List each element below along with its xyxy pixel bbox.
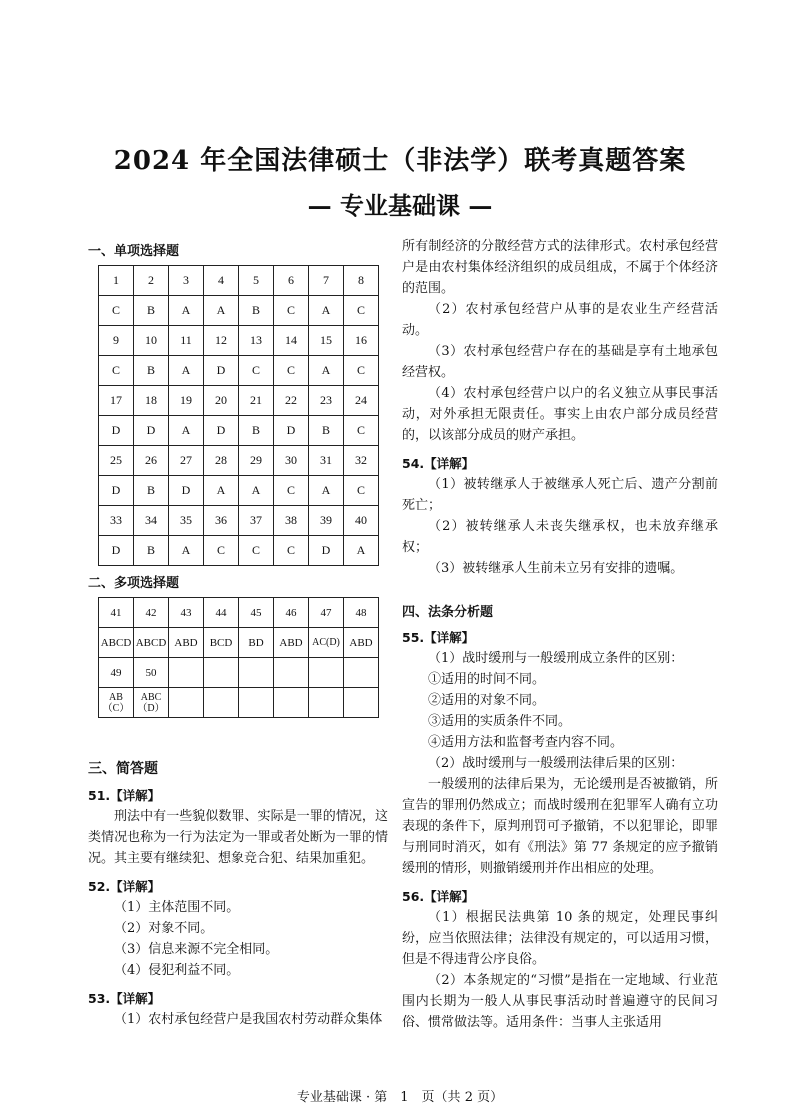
answer-row — [99, 506, 379, 536]
single-choice-cell: 11 — [169, 326, 204, 356]
single-choice-cell: 29 — [239, 446, 274, 476]
q52-item: （3）信息来源不完全相同。 — [114, 942, 279, 957]
q55-sub-2: ②适用的对象不同。 — [428, 693, 546, 708]
q55-point-1: （1）战时缓刑与一般缓刑成立条件的区别： — [428, 651, 684, 666]
q56-label: 56.【详解】 — [402, 889, 475, 904]
single-choice-cell: 37 — [239, 506, 274, 536]
right-column — [402, 236, 718, 1033]
single-choice-cell: 23 — [309, 386, 344, 416]
single-choice-cell: 10 — [134, 326, 169, 356]
q54-label: 54.【详解】 — [402, 456, 475, 471]
q54-point-3: （3）被转继承人生前未立另有安排的遗嘱。 — [428, 561, 684, 576]
single-choice-cell: B — [134, 536, 169, 566]
single-choice-cell: 31 — [309, 446, 344, 476]
single-choice-cell: A — [309, 356, 344, 386]
multi-choice-cell — [169, 688, 204, 718]
multi-choice-cell: 46 — [274, 598, 309, 628]
single-choice-cell: C — [344, 416, 379, 446]
single-choice-cell: 40 — [344, 506, 379, 536]
single-choice-cell: 27 — [169, 446, 204, 476]
multi-choice-cell — [344, 688, 379, 718]
single-choice-cell: D — [309, 536, 344, 566]
multi-choice-cell: 48 — [344, 598, 379, 628]
q55-label: 55.【详解】 — [402, 630, 475, 645]
single-choice-cell: D — [99, 416, 134, 446]
single-choice-cell: 3 — [169, 266, 204, 296]
q52-item: （4）侵犯利益不同。 — [114, 963, 240, 978]
single-choice-cell: 19 — [169, 386, 204, 416]
answer-row — [99, 326, 379, 356]
single-choice-cell: 1 — [99, 266, 134, 296]
q53-point-4: （4）农村承包经营户以户的名义独立从事民事活动，对外承担无限责任。事实上由农户部分成员经营的，以该部分成员的财产承担。 — [402, 386, 718, 443]
single-choice-cell: 14 — [274, 326, 309, 356]
single-choice-cell: 25 — [99, 446, 134, 476]
multi-choice-cell — [239, 688, 274, 718]
single-choice-cell: C — [274, 356, 309, 386]
single-choice-cell: D — [169, 476, 204, 506]
single-choice-cell: C — [274, 296, 309, 326]
single-choice-cell: B — [239, 296, 274, 326]
single-choice-cell: 6 — [274, 266, 309, 296]
single-choice-cell: 15 — [309, 326, 344, 356]
single-choice-cell: B — [134, 296, 169, 326]
single-choice-cell: 39 — [309, 506, 344, 536]
single-choice-cell: C — [204, 536, 239, 566]
single-choice-cell: 21 — [239, 386, 274, 416]
multi-choice-cell — [274, 658, 309, 688]
answer-row — [99, 356, 379, 386]
single-choice-cell: 2 — [134, 266, 169, 296]
multi-choice-heading: 二、多项选择题 — [88, 576, 180, 591]
single-choice-cell: A — [239, 476, 274, 506]
multi-choice-cell: ABD — [274, 628, 309, 658]
multi-choice-cell: 43 — [169, 598, 204, 628]
single-choice-cell: D — [274, 416, 309, 446]
single-choice-cell: C — [239, 356, 274, 386]
answer-row — [99, 266, 379, 296]
q53-point-3: （3）农村承包经营户存在的基础是享有土地承包经营权。 — [402, 344, 718, 380]
single-choice-cell: 20 — [204, 386, 239, 416]
single-choice-cell: C — [274, 536, 309, 566]
single-choice-cell: 30 — [274, 446, 309, 476]
single-choice-cell: 4 — [204, 266, 239, 296]
single-choice-cell: 8 — [344, 266, 379, 296]
q56-point-1: （1）根据民法典第 10 条的规定，处理民事纠纷，应当依照法律；法律没有规定的，可以适用习惯，但是不得违背公序良俗。 — [402, 910, 718, 967]
single-choice-cell: D — [99, 476, 134, 506]
single-choice-cell: C — [274, 476, 309, 506]
answer-row — [99, 476, 379, 506]
multi-choice-cell: 47 — [309, 598, 344, 628]
multi-choice-cell — [309, 658, 344, 688]
single-choice-cell: 5 — [239, 266, 274, 296]
short-answer-heading: 三、简答题 — [88, 761, 158, 777]
multi-choice-cell: ABCD — [99, 628, 134, 658]
single-choice-cell: 9 — [99, 326, 134, 356]
q53-text-start: （1）农村承包经营户是我国农村劳动群众集体 — [114, 1012, 383, 1027]
single-choice-cell: D — [204, 356, 239, 386]
single-choice-cell: C — [344, 476, 379, 506]
single-choice-cell: A — [344, 536, 379, 566]
q51-text: 刑法中有一些貌似数罪、实际是一罪的情况，这类情况也称为一行为法定为一罪或者处断为一罪的情况。其主要有继续犯、想象竞合犯、结果加重犯。 — [88, 809, 388, 866]
single-choice-cell: 13 — [239, 326, 274, 356]
multi-choice-cell — [169, 658, 204, 688]
answer-row — [99, 688, 379, 718]
q55-explanation: 一般缓刑的法律后果为，无论缓刑是否被撤销，所宣告的罪刑仍然成立；而战时缓刑在犯罪军人确有立功表现的条件下，原判刑罚可予撤销，不以犯罪论，即罪与刑同时消灭，如有《刑法》第 77 条规定的应予撤销缓刑的情形，则撤销缓刑并作出相应的处理。 — [402, 777, 718, 876]
single-choice-cell: 38 — [274, 506, 309, 536]
single-choice-cell: 28 — [204, 446, 239, 476]
single-choice-cell: C — [99, 296, 134, 326]
single-choice-cell: 24 — [344, 386, 379, 416]
page-subtitle: — 专业基础课 — — [307, 191, 493, 220]
q53-label: 53.【详解】 — [88, 991, 161, 1006]
multi-choice-cell: BD — [239, 628, 274, 658]
multi-choice-cell — [309, 688, 344, 718]
single-choice-cell: D — [134, 416, 169, 446]
q55-sub-3: ③适用的实质条件不同。 — [428, 714, 572, 729]
q52-item: （1）主体范围不同。 — [114, 900, 240, 915]
q55-sub-1: ①适用的时间不同。 — [428, 672, 546, 687]
q56-point-2: （2）本条规定的“习惯”是指在一定地域、行业范围内长期为一般人从事民事活动时普遍遵守的民间习俗、惯常做法等。适用条件：当事人主张适用 — [402, 973, 718, 1030]
left-column — [88, 240, 388, 1030]
q52-item: （2）对象不同。 — [114, 921, 214, 936]
single-choice-cell: B — [239, 416, 274, 446]
multi-choice-cell — [344, 658, 379, 688]
single-choice-cell: D — [99, 536, 134, 566]
page-footer: 专业基础课 · 第 1 页（共 2 页） — [296, 1090, 504, 1105]
answer-row — [99, 296, 379, 326]
multi-choice-cell: BCD — [204, 628, 239, 658]
single-choice-cell: 16 — [344, 326, 379, 356]
multi-choice-cell: 42 — [134, 598, 169, 628]
single-choice-cell: A — [309, 296, 344, 326]
single-choice-cell: 17 — [99, 386, 134, 416]
answer-row — [99, 446, 379, 476]
multi-choice-cell — [204, 688, 239, 718]
single-choice-cell: A — [309, 476, 344, 506]
multi-choice-cell: AB（C） — [99, 688, 134, 718]
single-choice-cell: C — [344, 356, 379, 386]
single-choice-cell: 22 — [274, 386, 309, 416]
single-choice-cell: A — [204, 296, 239, 326]
single-choice-cell: 12 — [204, 326, 239, 356]
answer-row — [99, 416, 379, 446]
page-title: 2024 年全国法律硕士（非法学）联考真题答案 — [113, 146, 687, 176]
multi-choice-cell: ABD — [169, 628, 204, 658]
single-choice-cell: 32 — [344, 446, 379, 476]
single-choice-cell: C — [99, 356, 134, 386]
multi-choice-cell: 41 — [99, 598, 134, 628]
single-choice-table — [98, 265, 379, 566]
multi-choice-table — [98, 597, 379, 718]
single-choice-cell: A — [169, 416, 204, 446]
single-choice-cell: A — [169, 356, 204, 386]
single-choice-cell: B — [309, 416, 344, 446]
multi-choice-cell: ABD — [344, 628, 379, 658]
single-choice-cell: B — [134, 476, 169, 506]
answer-row — [99, 536, 379, 566]
q55-point-2: （2）战时缓刑与一般缓刑法律后果的区别： — [428, 756, 684, 771]
single-choice-cell: 33 — [99, 506, 134, 536]
single-choice-heading: 一、单项选择题 — [88, 244, 180, 259]
q53-text-cont: 所有制经济的分散经营方式的法律形式。农村承包经营户是由农村集体经济组织的成员组成，不属于个体经济的范围。 — [402, 239, 718, 296]
answer-row — [99, 658, 379, 688]
multi-choice-cell: 44 — [204, 598, 239, 628]
single-choice-cell: A — [169, 296, 204, 326]
q54-point-1: （1）被转继承人于被继承人死亡后、遗产分割前死亡； — [402, 477, 718, 513]
multi-choice-cell — [204, 658, 239, 688]
single-choice-cell: 36 — [204, 506, 239, 536]
single-choice-cell: C — [344, 296, 379, 326]
single-choice-cell: 18 — [134, 386, 169, 416]
q52-label: 52.【详解】 — [88, 879, 161, 894]
multi-choice-cell: AC(D) — [309, 628, 344, 658]
single-choice-cell: C — [239, 536, 274, 566]
q54-point-2: （2）被转继承人未丧失继承权，也未放弃继承权； — [402, 519, 718, 555]
single-choice-cell: 35 — [169, 506, 204, 536]
multi-choice-cell: ABCD — [134, 628, 169, 658]
multi-choice-cell: 49 — [99, 658, 134, 688]
q55-sub-4: ④适用方法和监督考查内容不同。 — [428, 735, 624, 750]
answer-row — [99, 598, 379, 628]
law-analysis-heading: 四、法条分析题 — [402, 605, 494, 620]
answer-row — [99, 386, 379, 416]
multi-choice-cell — [239, 658, 274, 688]
multi-choice-cell: 45 — [239, 598, 274, 628]
answer-row — [99, 628, 379, 658]
single-choice-cell: 7 — [309, 266, 344, 296]
single-choice-cell: A — [169, 536, 204, 566]
single-choice-cell: A — [204, 476, 239, 506]
single-choice-cell: D — [204, 416, 239, 446]
multi-choice-cell: 50 — [134, 658, 169, 688]
single-choice-cell: 26 — [134, 446, 169, 476]
single-choice-cell: 34 — [134, 506, 169, 536]
q51-label: 51.【详解】 — [88, 788, 161, 803]
multi-choice-cell: ABC（D） — [134, 688, 169, 718]
q53-point-2: （2）农村承包经营户从事的是农业生产经营活动。 — [402, 302, 718, 338]
multi-choice-cell — [274, 688, 309, 718]
single-choice-cell: B — [134, 356, 169, 386]
